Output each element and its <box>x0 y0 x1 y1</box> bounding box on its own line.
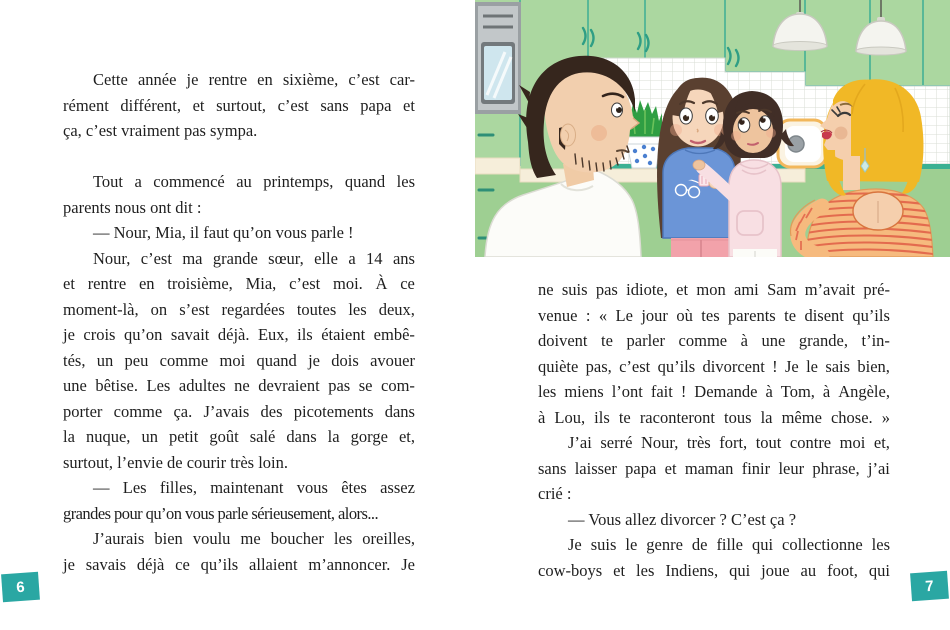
text-line: Tout a commencé au printemps, quand les <box>93 172 415 191</box>
right-page-text <box>538 277 890 583</box>
blank-line <box>63 144 415 170</box>
text-line: la nuque, un petit goût salé dans la gorge et, <box>63 427 415 446</box>
text-line: à Lou, ils te raconteront tous la même chose. » <box>538 407 890 427</box>
text-line: quiète pas, c’est qu’ils divorcent ! Je le sais bien, <box>538 356 890 376</box>
toaster <box>778 120 826 167</box>
text-line: Nour, c’est ma grande sœur, elle a 14 ans <box>93 248 415 268</box>
text-line: doivent te parler comme à une grande, t’in- <box>538 331 890 350</box>
page-number-right: 7 <box>910 571 949 602</box>
text-line: J’ai serré Nour, très fort, tout contre moi et, <box>568 433 890 452</box>
family-kitchen-illustration <box>475 0 950 257</box>
page-number-left: 6 <box>1 572 40 603</box>
text-line: parents nous ont dit : <box>63 197 202 217</box>
text-line: Cette année je rentre en sixième, c’est car- <box>93 70 415 89</box>
text-line: ne suis pas idiote, et mon ami Sam m’avait pré- <box>538 280 890 299</box>
text-line: — Vous allez divorcer ? C’est ça ? <box>568 509 797 529</box>
text-line: je savais déjà ce qu’ils allaient m’annoncer. Je <box>63 554 415 574</box>
text-line: tés, un peu comme moi quand je dois avouer <box>63 350 415 370</box>
text-line: — Les filles, maintenant vous êtes assez <box>93 478 415 497</box>
text-line: — Nour, Mia, il faut qu’on vous parle ! <box>93 223 354 242</box>
text-line: venue : « Le jour où tes parents te disent qu’ils <box>538 305 890 325</box>
text-line: surtout, l’envie de courir très loin. <box>63 452 288 472</box>
text-line: les miens l’ont fait ! Demande à Tom, à Angèle, <box>538 382 890 401</box>
text-line: rément différent, et surtout, c’est sans papa et <box>63 95 415 115</box>
left-page-text <box>63 67 415 577</box>
text-line: je crois qu’on savait déjà. Eux, ils étaient embê- <box>63 325 415 344</box>
text-line: cow-boys et les Indiens, qui joue au foot, qui <box>538 560 890 580</box>
text-line: une bêtise. Les adultes ne devraient pas se com- <box>63 376 415 395</box>
text-line: sans laisser papa et maman finir leur phrase, j’ai <box>538 458 890 478</box>
text-line: porter comme ça. J’avais des picotements dans <box>63 401 415 421</box>
text-line: grandes pour qu’on vous parle sérieusement, alors... <box>63 503 379 523</box>
text-line: moment-là, on s’est regardées toutes les deux, <box>63 299 415 319</box>
text-line: J’aurais bien voulu me boucher les oreilles, <box>93 529 415 548</box>
text-line: ça, c’est vraiment pas sympa. <box>63 121 258 140</box>
wall-oven <box>475 2 521 114</box>
text-line: Je suis le genre de fille qui collectionne les <box>568 535 890 554</box>
text-line: crié : <box>538 484 572 503</box>
text-line: et rentre en troisième, Mia, c’est moi. À ce <box>63 274 415 293</box>
